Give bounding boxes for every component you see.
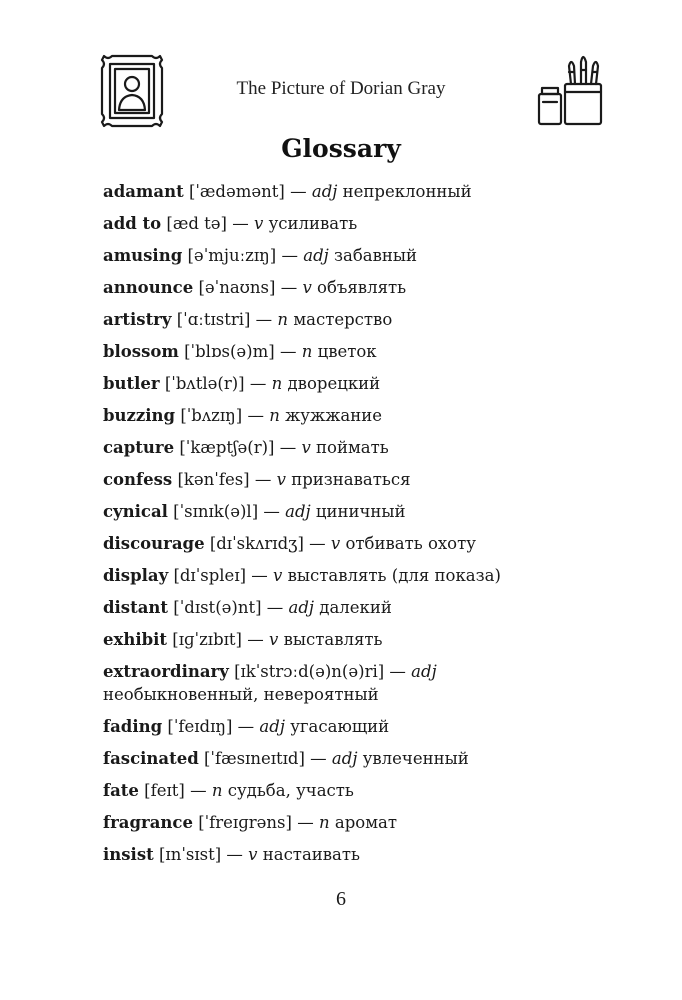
page-header — [0, 0, 682, 140]
entry-part-of-speech: adj — [288, 598, 315, 617]
entry-part-of-speech: v — [330, 534, 341, 553]
entry-word: fading — [103, 717, 163, 736]
entry-dash: — — [290, 182, 307, 201]
entry-dash: — — [279, 438, 297, 457]
entry-translation: непреклонный — [342, 182, 472, 201]
entry-dash: — — [280, 278, 298, 297]
entry-word: butler — [103, 374, 160, 393]
entry-part-of-speech: n — [318, 813, 330, 832]
entry-part-of-speech: n — [301, 342, 313, 361]
entry-part-of-speech: adj — [303, 246, 329, 265]
glossary-entry — [103, 660, 593, 706]
entry-dash: — — [251, 566, 268, 585]
entry-transcription: [ˈfreɪɡrəns] — [198, 813, 292, 832]
entry-word: distant — [103, 598, 169, 617]
entry-part-of-speech: adj — [259, 717, 285, 736]
entry-part-of-speech: v — [276, 470, 286, 489]
entry-dash: — — [255, 310, 273, 329]
glossary-entry — [103, 715, 593, 738]
entry-dash: — — [190, 781, 207, 800]
entry-transcription: [feɪt] — [144, 781, 185, 800]
entry-word: buzzing — [103, 406, 176, 425]
entry-transcription: [ˈsɪnɪk(ə)l] — [173, 502, 259, 521]
entry-word: add to — [103, 214, 162, 233]
entry-part-of-speech: adj — [285, 502, 311, 521]
entry-word: insist — [103, 845, 154, 864]
entry-transcription: [ˈfæsɪneɪtɪd] — [204, 749, 305, 768]
glossary-entry — [103, 436, 593, 459]
entry-word: confess — [103, 470, 173, 489]
entry-dash: — — [266, 598, 284, 617]
glossary-entry — [103, 532, 593, 555]
glossary-entry — [103, 180, 593, 203]
entry-translation: забавный — [334, 246, 418, 265]
glossary-entry — [103, 468, 593, 491]
entry-dash: — — [263, 502, 280, 521]
entry-dash: — — [254, 470, 272, 489]
glossary-entry — [103, 500, 593, 523]
entry-word: adamant — [103, 182, 184, 201]
entry-translation: циничный — [315, 502, 406, 521]
entry-translation: далекий — [319, 598, 392, 617]
entry-transcription: [dɪˈspleɪ] — [173, 566, 247, 585]
entry-word: discourage — [103, 534, 205, 553]
entry-dash: — — [297, 813, 314, 832]
glossary-entry — [103, 244, 593, 267]
entry-transcription: [ɪkˈstrɔːd(ə)n(ə)ri] — [234, 662, 385, 681]
entry-translation: аромат — [334, 813, 397, 832]
entry-translation: выставлять (для показа) — [287, 566, 501, 585]
entry-dash: — — [247, 406, 264, 425]
entry-transcription: [ˈfeɪdɪŋ] — [167, 717, 233, 736]
entry-translation: жужжание — [285, 406, 382, 425]
glossary-entry — [103, 372, 593, 395]
entry-dash: — — [309, 534, 326, 553]
entry-dash: — — [310, 749, 327, 768]
entry-part-of-speech: n — [277, 310, 289, 329]
entry-word: announce — [103, 278, 194, 297]
entry-part-of-speech: n — [271, 374, 283, 393]
entry-transcription: [əˈmjuːzɪŋ] — [187, 246, 277, 265]
glossary-list — [103, 180, 593, 875]
entry-translation: выставлять — [283, 630, 383, 649]
page-number: 6 — [336, 888, 346, 910]
entry-part-of-speech: v — [273, 566, 283, 585]
entry-part-of-speech: v — [302, 278, 312, 297]
glossary-entry — [103, 811, 593, 834]
glossary-entry — [103, 564, 593, 587]
entry-translation: настаивать — [262, 845, 361, 864]
entry-word: exhibit — [103, 630, 168, 649]
glossary-entry — [103, 779, 593, 802]
entry-translation: признаваться — [291, 470, 411, 489]
entry-word: display — [103, 566, 169, 585]
entry-word: fragrance — [103, 813, 193, 832]
glossary-entry — [103, 404, 593, 427]
paint-brushes-jar-icon — [533, 50, 609, 128]
entry-translation: поймать — [316, 438, 389, 457]
entry-word: artistry — [103, 310, 172, 329]
entry-dash: — — [281, 246, 298, 265]
entry-dash: — — [389, 662, 406, 681]
glossary-heading: Glossary — [281, 134, 401, 163]
entry-transcription: [ˈbʌtlə(r)] — [164, 374, 245, 393]
entry-transcription: [ˈædəmənt] — [188, 182, 285, 201]
entry-transcription: [ɪɡˈzɪbɪt] — [172, 630, 242, 649]
entry-translation: объявлять — [317, 278, 407, 297]
entry-dash: — — [226, 845, 243, 864]
entry-translation: угасающий — [290, 717, 390, 736]
entry-translation: мастерство — [293, 310, 393, 329]
entry-part-of-speech: adj — [331, 749, 358, 768]
entry-word: cynical — [103, 502, 168, 521]
entry-transcription: [ˈdɪst(ə)nt] — [173, 598, 262, 617]
entry-transcription: [ˈɑːtɪstri] — [176, 310, 251, 329]
entry-translation: отбивать охоту — [345, 534, 476, 553]
entry-translation: увлеченный — [362, 749, 469, 768]
glossary-entry — [103, 276, 593, 299]
entry-transcription: [dɪˈskʌrɪdʒ] — [209, 534, 304, 553]
glossary-entry — [103, 212, 593, 235]
glossary-entry — [103, 747, 593, 770]
entry-dash: — — [247, 630, 264, 649]
entry-translation: цветок — [317, 342, 377, 361]
entry-word: blossom — [103, 342, 179, 361]
entry-part-of-speech: adj — [411, 662, 437, 681]
entry-word: fascinated — [103, 749, 199, 768]
glossary-entry — [103, 628, 593, 651]
entry-word: amusing — [103, 246, 183, 265]
entry-translation: дворецкий — [287, 374, 381, 393]
entry-dash: — — [237, 717, 255, 736]
entry-transcription: [ɪnˈsɪst] — [158, 845, 222, 864]
glossary-entry — [103, 596, 593, 619]
entry-transcription: [æd tə] — [166, 214, 227, 233]
glossary-entry — [103, 308, 593, 331]
entry-dash: — — [249, 374, 267, 393]
entry-translation: необыкновенный, невероятный — [103, 685, 379, 704]
entry-part-of-speech: v — [301, 438, 311, 457]
entry-part-of-speech: v — [248, 845, 258, 864]
entry-part-of-speech: adj — [311, 182, 338, 201]
entry-dash: — — [279, 342, 297, 361]
entry-transcription: [ˈkæptʃə(r)] — [179, 438, 275, 457]
entry-translation: усиливать — [268, 214, 358, 233]
entry-part-of-speech: n — [269, 406, 280, 425]
glossary-entry — [103, 340, 593, 363]
book-title: The Picture of Dorian Gray — [236, 78, 446, 99]
entry-part-of-speech: n — [211, 781, 223, 800]
entry-dash: — — [232, 214, 249, 233]
entry-word: capture — [103, 438, 175, 457]
entry-part-of-speech: v — [253, 214, 264, 233]
glossary-entry — [103, 843, 593, 866]
entry-word: fate — [103, 781, 139, 800]
entry-transcription: [ˈblɒs(ə)m] — [184, 342, 275, 361]
entry-word: extraordinary — [103, 662, 229, 681]
entry-transcription: [ˈbʌzɪŋ] — [180, 406, 243, 425]
entry-part-of-speech: v — [268, 630, 279, 649]
entry-transcription: [kənˈfes] — [177, 470, 250, 489]
entry-transcription: [əˈnaʊns] — [198, 278, 276, 297]
entry-translation: судьба, участь — [227, 781, 354, 800]
